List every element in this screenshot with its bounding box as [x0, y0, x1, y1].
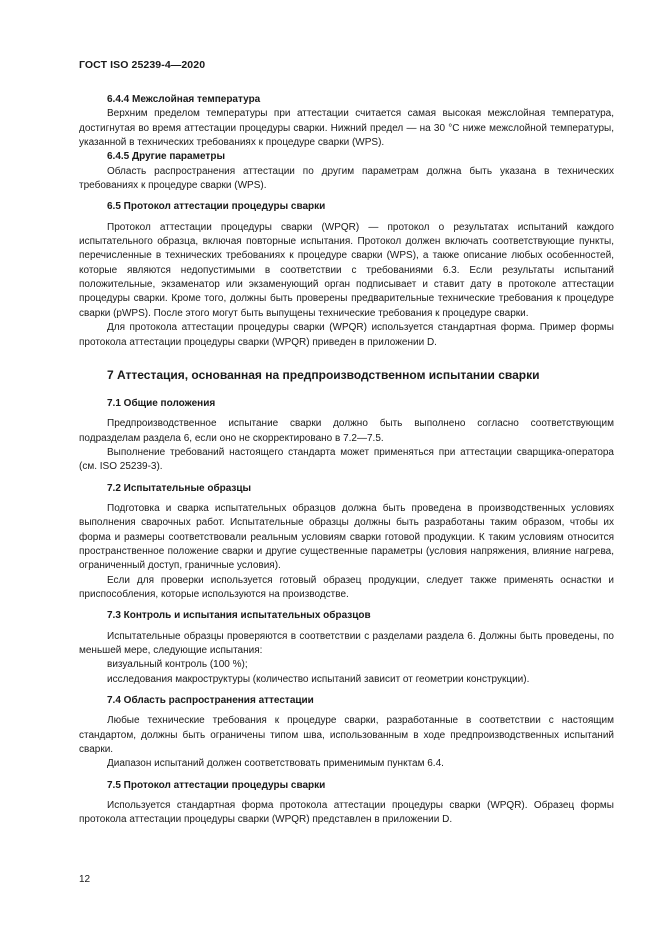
paragraph: Протокол аттестации процедуры сварки (WPQR) — протокол о результатах испытаний каждого испытательного образца, включая повторные испытания. Протокол должен включать соответствующие пункты, перечисленные в технических требованиях к процедуре сварки (WPS), а также описание любых особенностей, которые являются недопустимыми в соответствии с требованиями 6.3. Если результаты испытаний положительные, экзаменатор или экзаменующий орган подписывает и ставит дату в протоколе аттестации процедуры сварки. Кроме того, должны быть проверены предварительные технические требования к процедуре сварки (pWPS). После этого могут быть выпущены технические требования к процедуре сварки.: [79, 221, 614, 319]
standard-designation: ГОСТ ISO 25239-4—2020: [79, 59, 206, 71]
subsection-heading: 7.2 Испытательные образцы: [107, 482, 252, 494]
page-number: 12: [79, 874, 91, 885]
paragraph: Выполнение требований настоящего стандарта может применяться при аттестации сварщика-оператора (см. ISO 25239-3).: [79, 446, 614, 473]
subsection-heading: 6.5 Протокол аттестации процедуры сварки: [107, 201, 326, 213]
paragraph: Любые технические требования к процедуре сварки, разработанные в соответствии с настоящим стандартом, должны быть ограничены типом шва, использованным в ходе предпроизводственных испытаний сварки.: [79, 715, 614, 756]
subsection-heading: 7.3 Контроль и испытания испытательных образцов: [107, 610, 371, 622]
paragraph: Используется стандартная форма протокола аттестации процедуры сварки (WPQR). Образец формы протокола аттестации процедуры сварки (WPQR) представлен в приложении D.: [79, 800, 614, 826]
paragraph: Если для проверки используется готовый образец продукции, следует также применять оснастки и приспособления, которые используются на производстве.: [79, 574, 614, 600]
subsection-heading: 6.4.4 Межслойная температура: [107, 94, 261, 105]
paragraph: исследования макроструктуры (количество испытаний зависит от геометрии конструкции).: [107, 673, 530, 685]
paragraph: Диапазон испытаний должен соответствовать применимым пунктам 6.4.: [107, 758, 444, 770]
document-body: [79, 93, 614, 828]
paragraph: Подготовка и сварка испытательных образцов должна быть проведена в производственных условиях выполнения сварочных работ. Испытательные образцы должны быть разработаны таким образом, чтобы их форма и размеры соответствовали реальным условиям сварки готовой продукции. К таким условиям относится пространственное положение сварки и другие существенные параметры (условия напряжения, влияние нагрева, ограниченный доступ, граничные условия).: [79, 502, 614, 572]
paragraph: Область распространения аттестации по другим параметрам должна быть указана в технических требованиях к процедуре сварки (WPS).: [79, 165, 614, 192]
paragraph: Предпроизводственное испытание сварки должно быть выполнено согласно соответствующим подразделам раздела 6, если оно не скорректировано в 7.2—7.5.: [79, 418, 614, 444]
subsection-heading: 6.4.5 Другие параметры: [107, 151, 225, 163]
subsection-heading: 7.1 Общие положения: [107, 397, 216, 409]
subsection-heading: 7.5 Протокол аттестации процедуры сварки: [107, 779, 326, 791]
paragraph: Испытательные образцы проверяются в соответствии с разделами раздела 6. Должны быть проведены, по меньшей мере, следующие испытания:: [79, 630, 614, 656]
subsection-heading: 7.4 Область распространения аттестации: [107, 695, 314, 707]
paragraph: Для протокола аттестации процедуры сварки (WPQR) используется стандартная форма. Пример формы протокола аттестации процедуры сварки (WPQR) приведен в приложении D.: [79, 322, 614, 348]
section-heading: 7 Аттестация, основанная на предпроизводственном испытании сварки: [107, 367, 540, 382]
paragraph: Верхним пределом температуры при аттестации считается самая высокая межслойная температура, достигнутая во время аттестации процедуры сварки. Нижний предел — на 30 °C ниже межслойной температуры, указанной в технических требованиях к процедуре сварки (WPS).: [79, 108, 614, 149]
paragraph: визуальный контроль (100 %);: [107, 659, 248, 671]
